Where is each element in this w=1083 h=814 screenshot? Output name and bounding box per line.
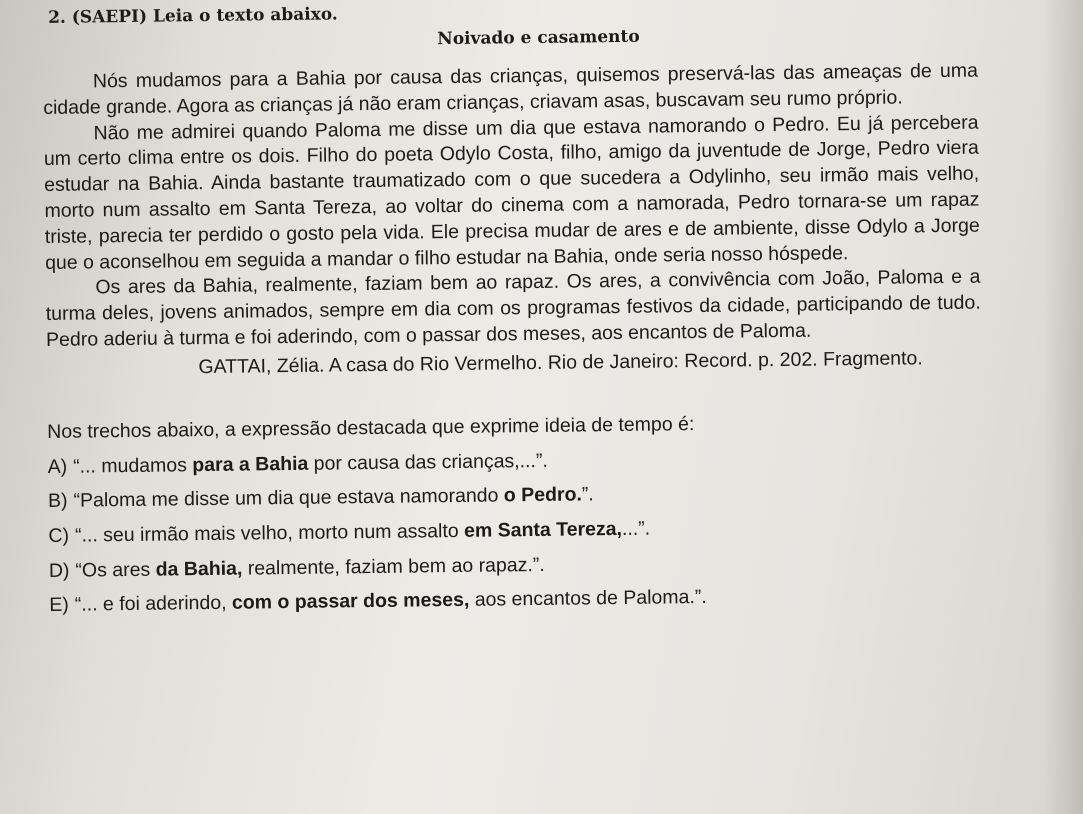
source-citation: GATTAI, Zélia. A casa do Rio Vermelho. Rio de Janeiro: Record. p. 202. Fragmento. (198, 347, 923, 378)
option-text-after: aos encantos de Paloma.”. (469, 586, 707, 611)
option-text-after: por causa das crianças,...”. (308, 449, 548, 475)
option-text-before: “Paloma me disse um dia que estava namorando (73, 484, 504, 513)
page-edge-shadow (1043, 0, 1083, 814)
option-text-after: ...”. (621, 517, 651, 540)
question-sheet (42, 0, 1049, 623)
text-title: Noivado e casamento (437, 26, 640, 50)
option-letter: D) (48, 559, 70, 582)
passage-paragraph-2: Não me admirei quando Paloma me disse um dia que estava namorando o Pedro. Eu já percebera um certo clima entre os dois. Filho do poeta Odylo Costa, filho, amigo da juventude de Jorge, Pedro viera estudar na Bahia. Ainda bastante traumatizado com o que sucedera a Odylinho, seu irmão mais velho, morto num assalto em Santa Tereza, ao voltar do cinema com a namorada, Pedro tornara-se um rapaz triste, parecia ter perdido o gosto pela vida. Ele precisa mudar de ares e de ambiente, disse Odylo a Jorge que o aconselhou em seguida a mandar o filho estudar na Bahia, onde seria nosso hóspede. (43, 111, 980, 274)
passage (43, 59, 981, 354)
option-text-after: ”. (581, 483, 594, 506)
option-text-before: “... e foi aderindo, (74, 591, 233, 616)
passage-paragraph-1: Nós mudamos para a Bahia por causa das crianças, quisemos preservá-las das ameaças de uma cidade grande. Agora as crianças já não eram crianças, criavam asas, buscavam seu rumo próprio. (43, 59, 978, 119)
answer-options (47, 438, 1049, 623)
option-letter: E) (49, 593, 69, 617)
option-letter: B) (47, 490, 68, 513)
option-highlight: o Pedro. (503, 483, 582, 507)
option-letter: A) (47, 455, 68, 478)
option-text-before: “... mudamos (72, 453, 193, 478)
option-highlight: com o passar dos meses, (231, 588, 470, 614)
option-text-before: “... seu irmão mais velho, morto num assalto (74, 519, 465, 547)
option-letter: C) (48, 524, 70, 547)
question-header: 2. (SAEPI) Leia o texto abaixo. (48, 4, 338, 28)
option-highlight: da Bahia, (155, 557, 243, 581)
question-prompt: Nos trechos abaixo, a expressão destacada que exprime ideia de tempo é: (47, 412, 695, 443)
option-highlight: em Santa Tereza, (463, 517, 623, 542)
option-text-after: realmente, faziam bem ao rapaz.”. (242, 553, 545, 580)
option-highlight: para a Bahia (192, 452, 309, 476)
option-text-before: “Os ares (75, 558, 156, 582)
passage-paragraph-3: Os ares da Bahia, realmente, faziam bem ao rapaz. Os ares, a convivência com João, Paloma e a turma deles, jovens animados, sempre em dia com os programas festivos da cidade, participando de tudo. Pedro aderiu à turma e foi aderindo, com o passar dos meses, aos encantos de Paloma. (45, 265, 981, 351)
